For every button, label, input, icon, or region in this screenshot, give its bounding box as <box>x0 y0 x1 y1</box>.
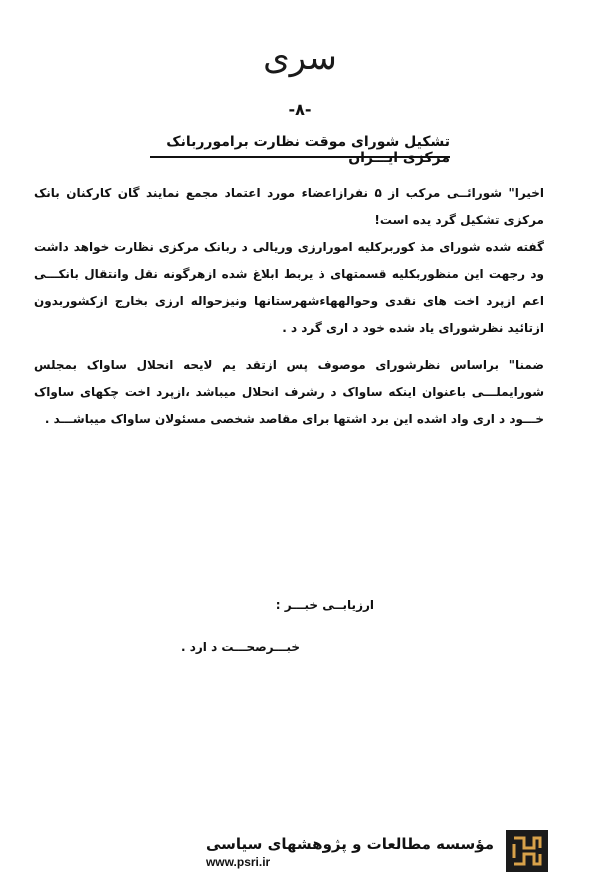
psri-logo-icon <box>506 830 548 872</box>
document-title: تشکیل شورای موقت نظارت برامورربانک مرکزی ایـــران <box>166 134 450 166</box>
footer-watermark <box>206 826 548 876</box>
title-underline <box>150 156 450 158</box>
assessment-label: ارزیابــی خبـــر : <box>275 598 374 612</box>
institute-url[interactable]: www.psri.ir <box>205 855 271 869</box>
classification-header: سری <box>263 38 337 78</box>
paragraph-2: گفته شده شورای مذ کوربرکلیه امورارزی وریالی د ربانک مرکزی نظارت خواهد داشت ود رجهت این منظوربکلیه قسمتهای ذ یربط ابلاغ شده ازهرگونه نقل وانتقال بانکـــی اعم ازپرد اخت های نقدی وحوالههاءشهرستانها ونیزحواله ارزی بخارج ازکشوربدون ازتائید نظرشورای یاد شده خود د اری گرد د . <box>34 240 544 335</box>
paragraph-1: اخیرا" شورائــی مرکب از ۵ نفرازاعضاء مورد اعتماد مجمع نمایند گان کارکنان بانک مرکزی تشکیل گرد یده است! <box>34 186 544 227</box>
page-number: -۸- <box>288 100 312 119</box>
assessment-value: خبـــرصحـــت د ارد . <box>181 640 300 654</box>
footer-text <box>206 833 494 869</box>
institute-name: مؤسسه مطالعات و پژوهشهای سیاسی <box>205 835 494 853</box>
paragraph-3: ضمنا" براساس نظرشورای موصوف پس ازتقد یم لایحه انحلال ساواک بمجلس شورایملـــی باعنوان اینکه ساواک د رشرف انحلال میباشد ،ازپرد اخت چکهای ساواک خـــود د اری واد اشده این برد اشتها برای مقاصد شخصی مسئولان ساواک میباشـــد . <box>34 358 544 426</box>
